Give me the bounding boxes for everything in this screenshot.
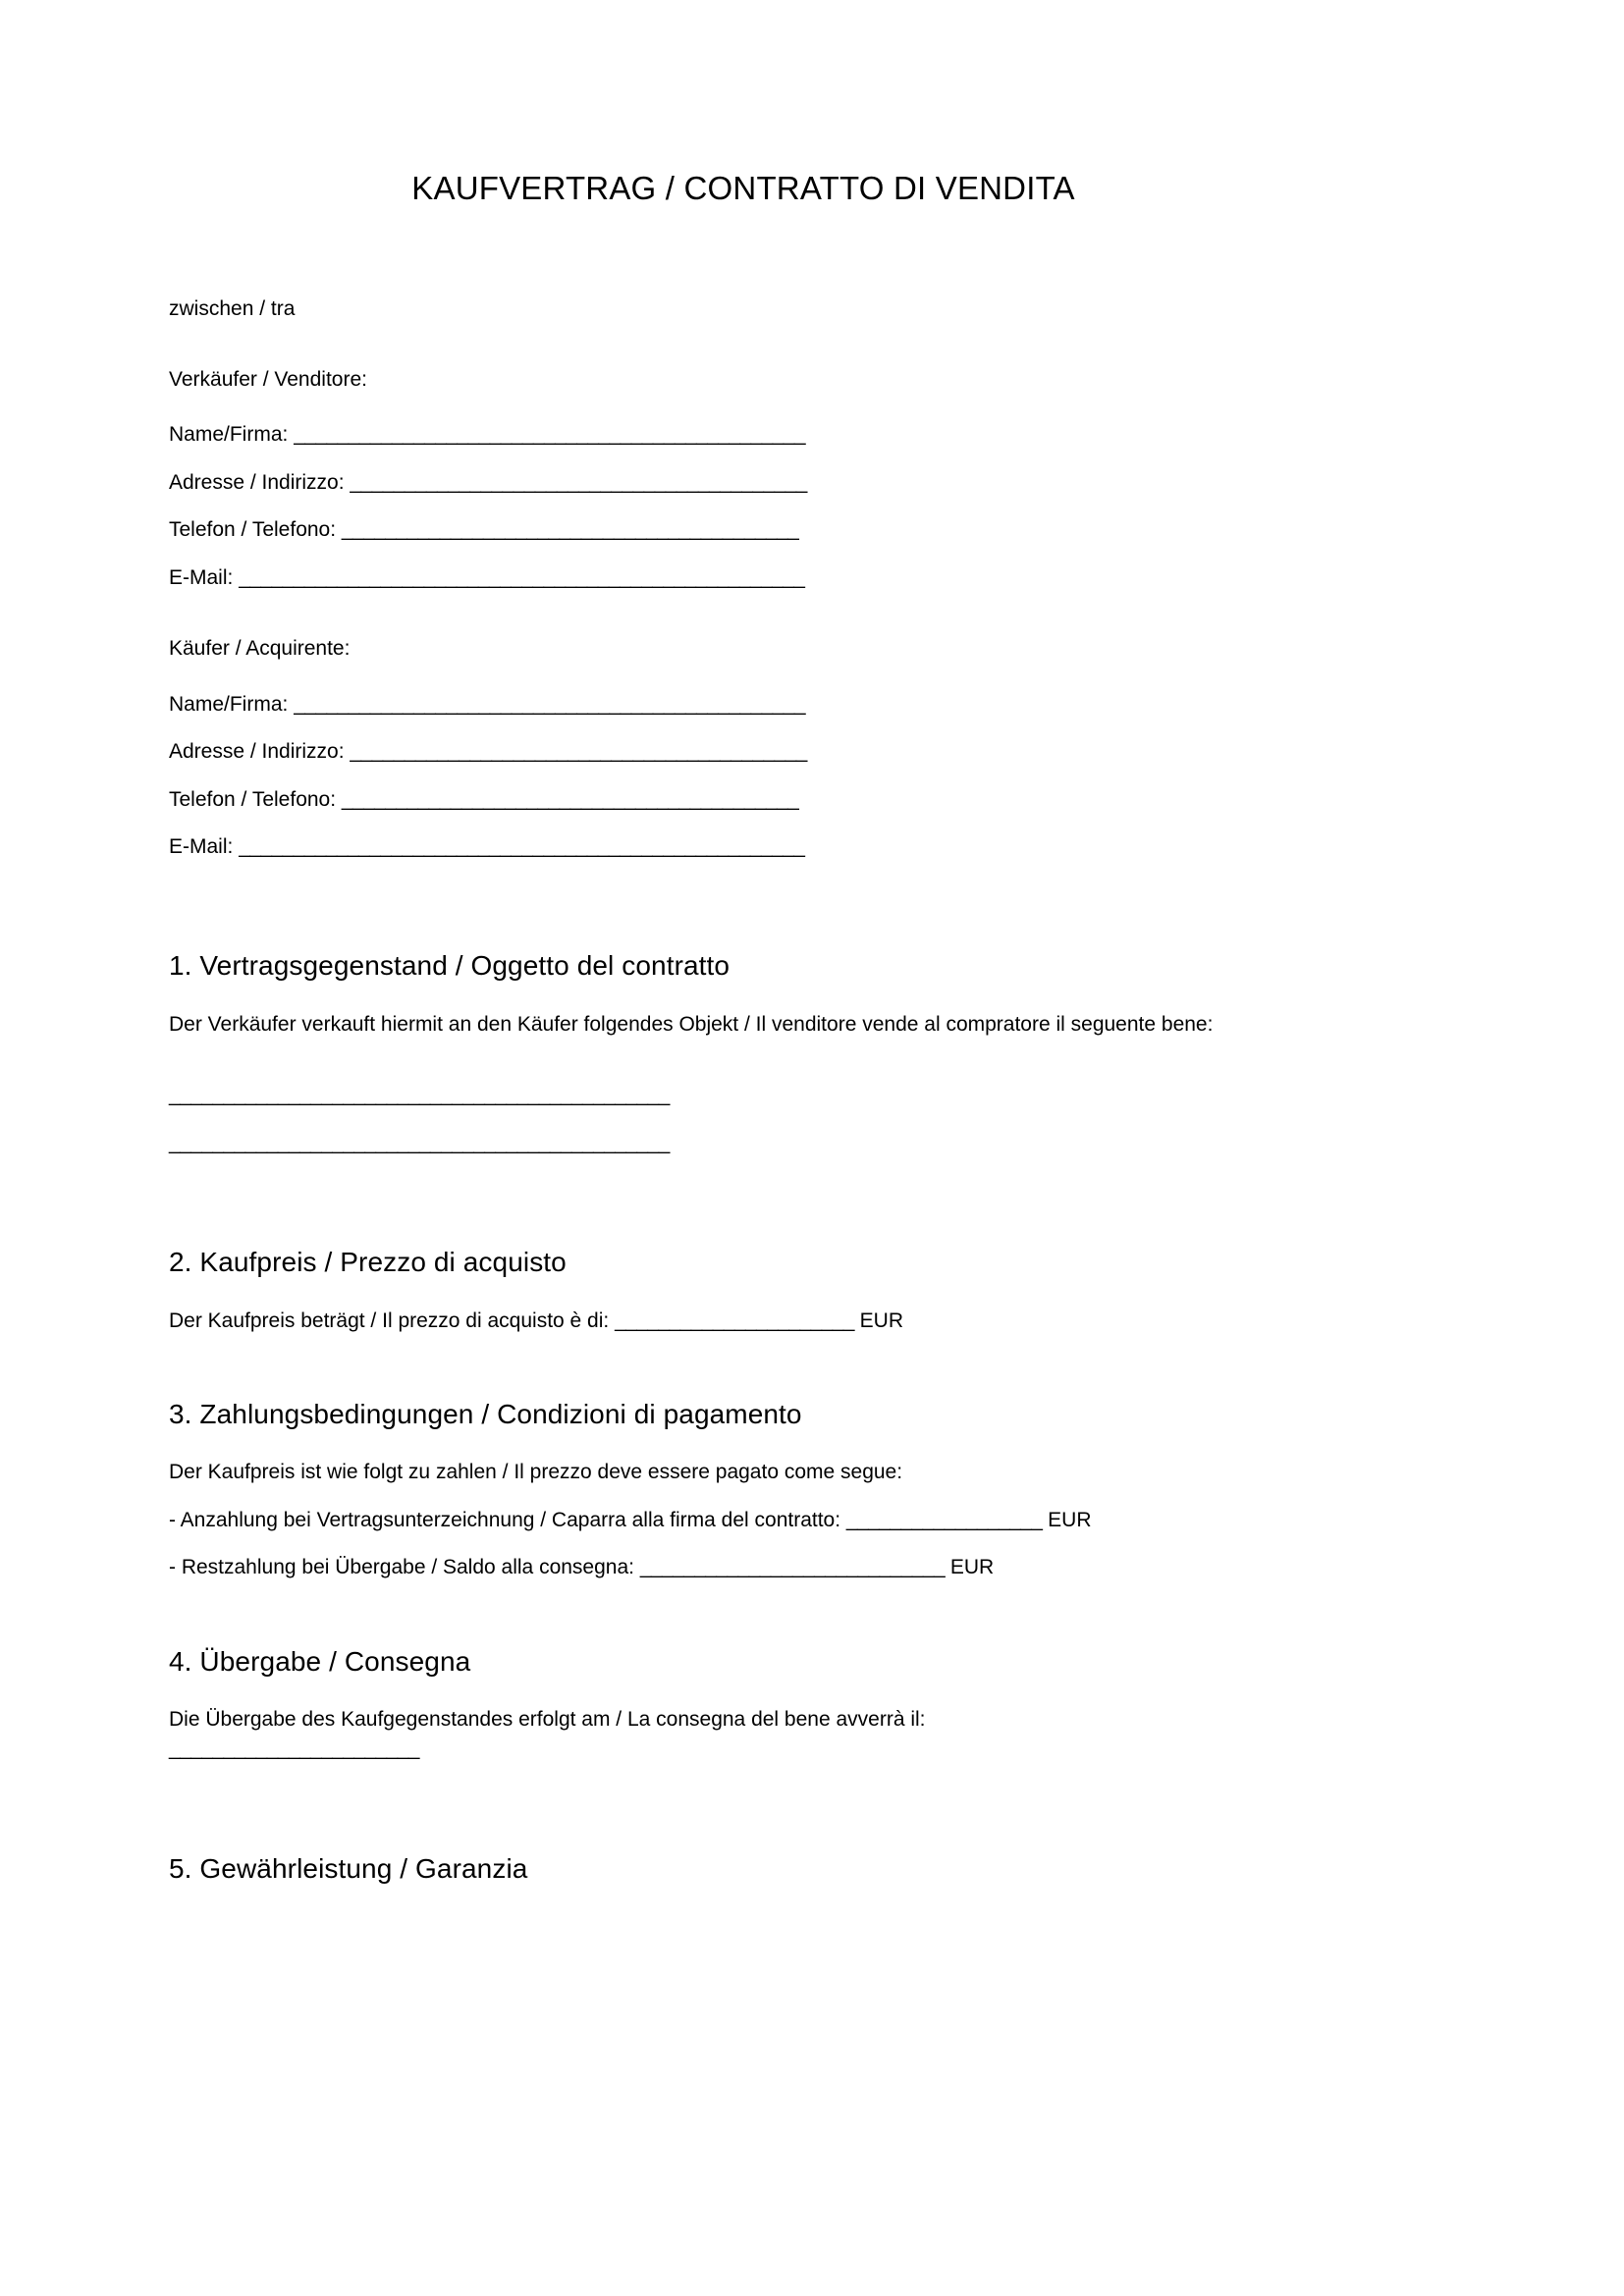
section-body: Die Übergabe des Kaufgegenstandes erfolgt am / La consegna del bene avverrà il: [169, 1708, 926, 1732]
spacer [169, 815, 1455, 832]
fill-in-rule[interactable]: ____________________________________________________ [239, 565, 805, 589]
spacer [169, 1336, 1455, 1397]
spacer [169, 1040, 1455, 1081]
field-label: Adresse / Indirizzo: [169, 470, 351, 494]
fill-in-rule[interactable]: _______________________________________________ [294, 423, 805, 447]
buyer-field-name[interactable] [169, 690, 1455, 720]
spacer [169, 1680, 1455, 1705]
currency-label: EUR [1042, 1508, 1092, 1531]
fill-in-rule[interactable]: ____________________________ [639, 1556, 946, 1579]
section-heading: 3. Zahlungsbedingungen / Condizioni di pagamento [169, 1398, 802, 1429]
section-heading: 5. Gewährleistung / Garanzia [169, 1852, 528, 1884]
section-heading: 4. Übergabe / Consegna [169, 1645, 471, 1677]
fill-in-rule[interactable]: __________________________________________ [350, 470, 807, 494]
seller-block [169, 365, 1455, 593]
section-body: Der Verkäufer verkauft hiermit an den Käufer folgendes Objekt / Il venditore vende al compratore il seguente bene: [169, 1012, 1214, 1036]
spacer [169, 720, 1455, 737]
spacer [169, 1281, 1455, 1307]
currency-label: EUR [853, 1308, 904, 1332]
fill-in-rule[interactable]: ____________________________________________________ [239, 834, 805, 858]
fill-in-rule[interactable]: ______________________________________________ [169, 1084, 670, 1107]
section-body: Der Kaufpreis ist wie folgt zu zahlen / Il prezzo deve essere pagato come segue: [169, 1461, 903, 1484]
spacer [169, 593, 1455, 634]
fill-in-rule[interactable]: __________________ [845, 1508, 1043, 1531]
field-label: E-Mail: [169, 565, 240, 589]
spacer [169, 1111, 1455, 1129]
spacer [169, 1583, 1455, 1644]
seller-field-address[interactable] [169, 468, 1455, 498]
spacer [169, 665, 1455, 690]
currency-label: EUR [945, 1556, 995, 1579]
spacer [169, 1765, 1455, 1851]
section-kaufpreis [169, 1245, 1455, 1336]
page-title: KAUFVERTRAG / CONTRATTO DI VENDITA [411, 170, 1075, 206]
spacer [169, 1488, 1455, 1506]
spacer [169, 395, 1455, 420]
seller-heading: Verkäufer / Venditore: [169, 368, 367, 392]
spacer [169, 324, 1455, 365]
field-label: Name/Firma: [169, 692, 295, 716]
section-heading: 2. Kaufpreis / Prezzo di acquisto [169, 1247, 567, 1278]
fill-in-rule[interactable]: ______________________________________________ [169, 1131, 670, 1154]
buyer-block [169, 634, 1455, 862]
section-zahlungsbedingungen [169, 1397, 1455, 1583]
fill-in-rule[interactable]: __________________________________________ [350, 740, 807, 764]
fill-in-rule[interactable]: _______________________ [169, 1737, 419, 1761]
buyer-heading: Käufer / Acquirente: [169, 637, 351, 661]
fill-in-rule[interactable]: ______________________ [615, 1308, 854, 1332]
seller-field-email[interactable] [169, 563, 1455, 593]
section-heading: 1. Vertragsgegenstand / Oggetto del contratto [169, 950, 731, 982]
field-label: Adresse / Indirizzo: [169, 740, 351, 764]
fill-in-rule[interactable]: __________________________________________ [341, 787, 799, 811]
payment-row-balance[interactable] [169, 1553, 1455, 1582]
seller-field-name[interactable] [169, 420, 1455, 450]
seller-field-phone[interactable] [169, 515, 1455, 545]
spacer [169, 546, 1455, 563]
spacer [169, 1432, 1455, 1458]
spacer [169, 208, 1455, 294]
spacer [169, 768, 1455, 785]
section-uebergabe [169, 1644, 1455, 1765]
intro-text: zwischen / tra [169, 296, 296, 320]
buyer-field-phone[interactable] [169, 785, 1455, 815]
payment-row-downpayment[interactable] [169, 1506, 1455, 1535]
spacer [169, 1158, 1455, 1245]
spacer [169, 498, 1455, 515]
field-label: Der Kaufpreis beträgt / Il prezzo di acquisto è di: [169, 1308, 616, 1332]
fill-in-rule[interactable]: __________________________________________ [341, 518, 799, 542]
section-vertragsgegenstand [169, 948, 1455, 1158]
field-label: Telefon / Telefono: [169, 787, 342, 811]
field-label: Name/Firma: [169, 423, 295, 447]
field-label: - Anzahlung bei Vertragsunterzeichnung / Caparra alla firma del contratto: [169, 1508, 846, 1531]
buyer-field-email[interactable] [169, 832, 1455, 862]
spacer [169, 985, 1455, 1010]
spacer [169, 451, 1455, 468]
field-label: - Restzahlung bei Übergabe / Saldo alla consegna: [169, 1556, 640, 1579]
field-label: E-Mail: [169, 834, 240, 858]
spacer [169, 1535, 1455, 1553]
field-label: Telefon / Telefono: [169, 518, 342, 542]
buyer-field-address[interactable] [169, 737, 1455, 767]
section-gewaehrleistung [169, 1851, 1455, 1887]
purchase-price-row[interactable] [169, 1307, 1455, 1336]
fill-in-rule[interactable]: _______________________________________________ [294, 692, 805, 716]
document-content [169, 0, 1455, 1887]
spacer [169, 862, 1455, 948]
